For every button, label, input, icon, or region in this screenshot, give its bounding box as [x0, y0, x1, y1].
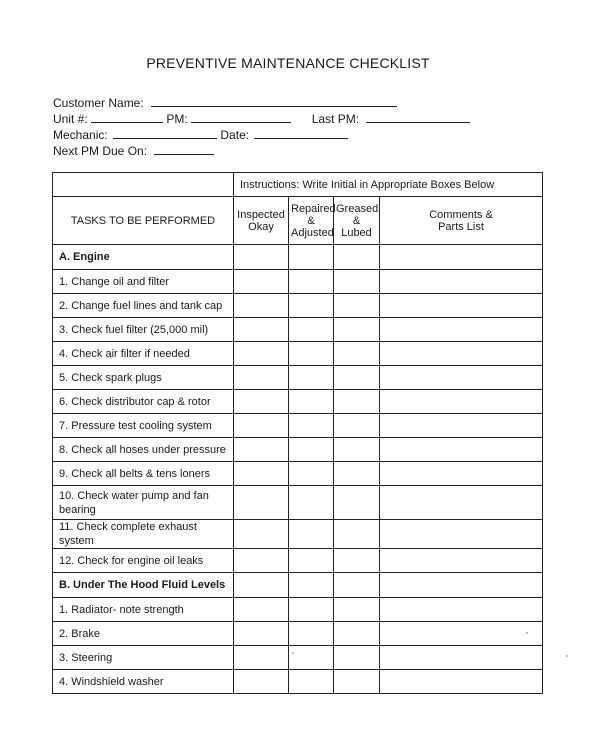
mechanic-label: Mechanic:	[53, 128, 108, 142]
task-row	[53, 342, 543, 366]
instructions-row	[53, 173, 543, 197]
comments-cell[interactable]	[380, 670, 543, 694]
task-label: 7. Pressure test cooling system	[53, 414, 234, 438]
mechanic-field[interactable]	[113, 127, 217, 139]
section-blank-cell	[334, 245, 380, 270]
inspected-okay-cell[interactable]	[234, 486, 289, 520]
task-row	[53, 622, 543, 646]
instructions-text: Instructions: Write Initial in Appropriate Boxes Below	[234, 173, 543, 197]
repaired-adjusted-header: Repaired & Adjusted	[289, 197, 334, 245]
unit-field[interactable]	[91, 111, 163, 123]
task-label: 10. Check water pump and fan bearing	[53, 486, 234, 520]
repaired-adjusted-cell[interactable]	[289, 622, 334, 646]
greased-lubed-cell[interactable]	[334, 520, 380, 549]
section-blank-cell	[380, 573, 543, 598]
scan-speck	[292, 652, 294, 654]
greased-lubed-cell[interactable]	[334, 294, 380, 318]
inspected-okay-cell[interactable]	[234, 646, 289, 670]
section-blank-cell	[289, 573, 334, 598]
last-pm-label: Last PM:	[311, 112, 360, 126]
repaired-adjusted-cell[interactable]	[289, 486, 334, 520]
next-pm-field[interactable]	[154, 143, 214, 155]
inspected-okay-cell[interactable]	[234, 622, 289, 646]
inspected-okay-cell[interactable]	[234, 438, 289, 462]
task-row	[53, 390, 543, 414]
comments-cell[interactable]	[380, 646, 543, 670]
pm-label: PM:	[166, 112, 188, 126]
comments-cell[interactable]	[380, 486, 543, 520]
last-pm-field[interactable]	[366, 111, 470, 123]
task-label: 11. Check complete exhaust system	[53, 520, 234, 549]
inspected-okay-cell[interactable]	[234, 342, 289, 366]
repaired-adjusted-cell[interactable]	[289, 520, 334, 549]
inspected-okay-cell[interactable]	[234, 670, 289, 694]
task-label: 4. Windshield washer	[53, 670, 234, 694]
section-blank-cell	[289, 245, 334, 270]
task-row	[53, 366, 543, 390]
greased-lubed-cell[interactable]	[334, 646, 380, 670]
repaired-adjusted-cell[interactable]	[289, 670, 334, 694]
unit-row	[53, 111, 470, 126]
section-row	[53, 573, 543, 598]
customer-name-field[interactable]	[151, 95, 397, 107]
section-blank-cell	[234, 245, 289, 270]
section-blank-cell	[380, 245, 543, 270]
tasks-header: TASKS TO BE PERFORMED	[53, 197, 234, 245]
inspected-okay-cell[interactable]	[234, 366, 289, 390]
section-title: A. Engine	[53, 245, 234, 270]
task-label: 8. Check all hoses under pressure	[53, 438, 234, 462]
task-label: 3. Steering	[53, 646, 234, 670]
greased-lubed-cell[interactable]	[334, 670, 380, 694]
greased-lubed-cell[interactable]	[334, 342, 380, 366]
comments-cell[interactable]	[380, 318, 543, 342]
repaired-adjusted-cell[interactable]	[289, 270, 334, 294]
greased-lubed-cell[interactable]	[334, 438, 380, 462]
customer-name-row	[53, 95, 397, 110]
task-row	[53, 438, 543, 462]
repaired-adjusted-cell[interactable]	[289, 646, 334, 670]
repaired-adjusted-cell[interactable]	[289, 438, 334, 462]
repaired-adjusted-cell[interactable]	[289, 598, 334, 622]
greased-lubed-cell[interactable]	[334, 318, 380, 342]
inspected-okay-cell[interactable]	[234, 270, 289, 294]
task-row	[53, 462, 543, 486]
mechanic-row	[53, 127, 348, 142]
section-row	[53, 245, 543, 270]
comments-cell[interactable]	[380, 462, 543, 486]
greased-lubed-cell[interactable]	[334, 366, 380, 390]
inspected-okay-cell[interactable]	[234, 318, 289, 342]
greased-lubed-cell[interactable]	[334, 390, 380, 414]
inspected-okay-cell[interactable]	[234, 520, 289, 549]
task-row	[53, 294, 543, 318]
greased-lubed-cell[interactable]	[334, 414, 380, 438]
customer-name-label: Customer Name:	[53, 96, 144, 110]
unit-label: Unit #:	[53, 112, 88, 126]
repaired-adjusted-cell[interactable]	[289, 414, 334, 438]
blank-header-cell	[53, 173, 234, 197]
inspected-okay-cell[interactable]	[234, 390, 289, 414]
scan-speck	[566, 655, 568, 657]
section-blank-cell	[234, 573, 289, 598]
task-label: 2. Change fuel lines and tank cap	[53, 294, 234, 318]
task-label: 2. Brake	[53, 622, 234, 646]
comments-cell[interactable]	[380, 414, 543, 438]
comments-cell[interactable]	[380, 549, 543, 573]
comments-cell[interactable]	[380, 438, 543, 462]
inspected-okay-cell[interactable]	[234, 549, 289, 573]
next-pm-label: Next PM Due On:	[53, 144, 148, 158]
comments-cell[interactable]	[380, 342, 543, 366]
page-title: PREVENTIVE MAINTENANCE CHECKLIST	[146, 55, 430, 71]
repaired-adjusted-cell[interactable]	[289, 390, 334, 414]
repaired-adjusted-cell[interactable]	[289, 366, 334, 390]
greased-lubed-cell[interactable]	[334, 462, 380, 486]
checklist-table	[52, 172, 543, 694]
task-row	[53, 520, 543, 549]
inspected-okay-cell[interactable]	[234, 294, 289, 318]
task-row	[53, 598, 543, 622]
repaired-adjusted-cell[interactable]	[289, 462, 334, 486]
comments-cell[interactable]	[380, 598, 543, 622]
greased-lubed-cell[interactable]	[334, 549, 380, 573]
task-row	[53, 646, 543, 670]
comments-cell[interactable]	[380, 622, 543, 646]
next-pm-row	[53, 143, 214, 158]
task-label: 4. Check air filter if needed	[53, 342, 234, 366]
inspected-okay-cell[interactable]	[234, 414, 289, 438]
repaired-adjusted-cell[interactable]	[289, 318, 334, 342]
comments-cell[interactable]	[380, 270, 543, 294]
section-title: B. Under The Hood Fluid Levels	[53, 573, 234, 598]
pm-field[interactable]	[191, 111, 291, 123]
greased-lubed-cell[interactable]	[334, 622, 380, 646]
task-row	[53, 670, 543, 694]
repaired-adjusted-cell[interactable]	[289, 294, 334, 318]
comments-cell[interactable]	[380, 366, 543, 390]
task-row	[53, 549, 543, 573]
date-field[interactable]	[254, 127, 348, 139]
inspected-okay-header: Inspected Okay	[234, 197, 289, 245]
scan-speck	[526, 632, 528, 634]
task-label: 1. Change oil and filter	[53, 270, 234, 294]
greased-lubed-cell[interactable]	[334, 270, 380, 294]
inspected-okay-cell[interactable]	[234, 462, 289, 486]
greased-lubed-header: Greased & Lubed	[334, 197, 380, 245]
comments-cell[interactable]	[380, 520, 543, 549]
task-label: 12. Check for engine oil leaks	[53, 549, 234, 573]
task-row	[53, 414, 543, 438]
repaired-adjusted-cell[interactable]	[289, 549, 334, 573]
task-label: 6. Check distributor cap & rotor	[53, 390, 234, 414]
column-header-row	[53, 197, 543, 245]
comments-parts-header: Comments & Parts List	[380, 197, 543, 245]
greased-lubed-cell[interactable]	[334, 486, 380, 520]
task-label: 5. Check spark plugs	[53, 366, 234, 390]
task-label: 9. Check all belts & tens loners	[53, 462, 234, 486]
task-label: 1. Radiator- note strength	[53, 598, 234, 622]
repaired-adjusted-cell[interactable]	[289, 342, 334, 366]
comments-cell[interactable]	[380, 390, 543, 414]
greased-lubed-cell[interactable]	[334, 598, 380, 622]
task-row	[53, 486, 543, 520]
task-row	[53, 270, 543, 294]
task-row	[53, 318, 543, 342]
inspected-okay-cell[interactable]	[234, 598, 289, 622]
section-blank-cell	[334, 573, 380, 598]
date-label: Date:	[220, 128, 250, 142]
comments-cell[interactable]	[380, 294, 543, 318]
task-label: 3. Check fuel filter (25,000 mil)	[53, 318, 234, 342]
